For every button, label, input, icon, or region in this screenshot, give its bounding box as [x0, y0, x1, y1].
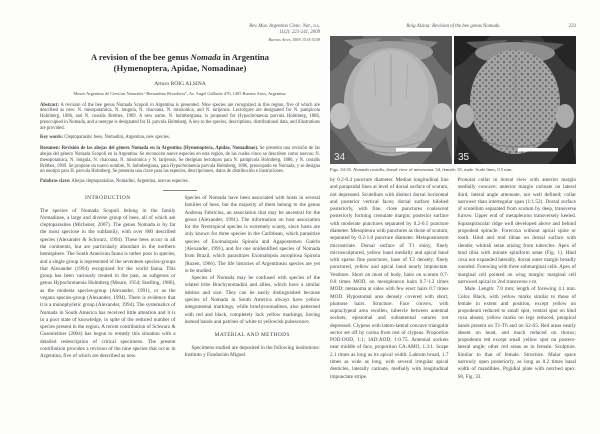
figure-block: [330, 36, 576, 164]
sem-figure-35: [454, 36, 576, 164]
fig34-number-label: 34: [334, 152, 346, 163]
abstract-label: Abstract:: [40, 102, 60, 108]
caption-prefix: Figs. 34-35.: [330, 167, 354, 172]
journal-reference: [40, 24, 320, 43]
article-title-line1: [40, 52, 320, 63]
title-genus: Nomada: [190, 51, 221, 62]
abstract-paragraph: [40, 103, 320, 132]
journal-name: Rev. Mus. Argentino Cienc. Nat., n.s.: [249, 24, 320, 29]
right-page-column-1: [330, 177, 449, 393]
article-title: [40, 52, 320, 74]
resumen-text: Se presenta una revisión de las abejas del género Nomada Scopoli en la Argentina. Se reconocen nueve especies en esta región, de las cuales cinco se describen como nuevas: N. mesopotamica, N. longula, N. chacoana, N. missionica y N. tarijensis. Se designan lectotipos para N. pampicola Holmberg, 1886, y N. costalis Brèthes, 1909. Se propone un nuevo nombre, N. holmbergiana, para Hypochrotaenia parvula Holmberg, 1886, preocupado en Nomada, y se designa un neotipo para H. parvula Holmberg. Se presenta una clave para las especies, descripciones, datos de distribución e ilustraciones.: [40, 146, 320, 175]
description-structure-text: Pronotal collar in dorsal view with anterior margin medially concave; anterior margin carinate on lateral third, lateral angle attenuate, not well defined; collar narrower than intertegular span (1:1.52). Dorsal surface of scutellum separated from scutum by deep, transverse furrow. Upper end of metapleuron transversely keeled. Supraspiracular ridge well developed above and behind propodeal spiracle. Forecoxa without apical spine or tooth. Hind and mid tibiae on dorsal surface with slender, whitish setae arising from tubercles. Apex of hind tibia with minute spiniform setae (Fig. 1). Hind coxa not expanded laterally, dorsal outer margin broadly rounded. Forewing with three submarginal cells. Apex of marginal cell pointed on wing margin; marginal cell narrowed apical to 2nd transverse r-m.: [457, 177, 576, 285]
author-affiliation: Museo Argentino de Ciencias Naturales “Bernardino Rivadavia”, Av. Angel Gallardo 470, 1405 Buenos Aires, Argentina.: [73, 90, 287, 96]
left-page: [40, 24, 320, 422]
right-page-column-2: [458, 177, 577, 393]
keywords-text: Cleptoparasitic bees, Nomadini, Argentina, new species.: [63, 135, 170, 141]
page-number: 233: [568, 24, 576, 29]
description-sculpture-text: by 0.2-0.4 puncture diameter. Median longitudinal line and parapsidal lines at level of dorsal surface of scutum, not depressed. Scutellum with distinct dorsal horizontal and posterior vertical faces; dorsal surface bilobed posteriorly, with fine, close punctures coalescent posteriorly forming crenulate margin; posterior surface with moderate punctures separated by 0.2-0.5 puncture diameter. Mesopleura with punctures as those of scutum, separated by 0.2-1.0 puncture diameter. Metapostnotum microstriate. Dorsal surface of T1 shiny, finely microsculptured, yellow band medially and apical band with sparse fine punctures, base of T2 densely, finely punctured, yellow and apical band nearly impunctate. Vestiture. Short on most of body, hairs on scutum 0.7-0.8 times MOD, on mesopleuron hairs 0.7-1.2 times MOD; metasoma at sides with few erect hairs 0.7 times MOD. Hypostomal area densely covered with short, plumose hairs. Structure. Face convex, with supraclypeal area swollen, tubercle between antennal sockets; epistomal and subantennal sutures not depressed. Clypeus with latero-lateral concave triangular sector set off by carina from rest of clypeus. Proportion POD:OOD, 1:1; IAD:AOD, 1:0.75. Antennal sockets near middle of face, proportion CA:AMO, 1.3:1. Scape 2.1 times as long as its apical width. Labrum broad, 1.7 times as wide as long, with several irregular apical denticles, laterally carinate, medially with longitudinal impunctate stripe.: [330, 177, 449, 380]
journal-issn: Buenos Aires, ISSN 1514-5158: [268, 36, 320, 42]
title-post: in Argentina: [220, 51, 269, 62]
title-pre: A revision of the bee genus: [91, 51, 191, 62]
right-page-columns: [330, 177, 576, 393]
caption-rest: , dorsal view of mesosoma. 34, female; 35, male. Scale lines, 0.5 mm.: [384, 167, 513, 172]
running-head: [330, 24, 576, 29]
palabras-clave-line: [40, 179, 320, 184]
article-title-line2: (Hymenoptera, Apidae, Nomadinae): [113, 62, 247, 73]
male-description-text: Male. Length: 7.0 mm; length of forewing 4.1 mm. Color. Black, with yellow marks similar to those of female in extent and position, except yellow on propodeum reduced to small spot, ventral spot on hind coxa absent, yellow marks on legs reduced, preapical bands present on T1-T6 and on S2-S5. Red areas nearly absent on head, and much reduced on thorax; propodeum red except small yellow spot on postero-lateral angle; other red areas as in female. Sculpture. Similar to that of female. Structure. Malar space narrowly open posteriorly, as long as 0.2 times basal width of mandibles. Pygidial plate with notched apex. S8, Fig. 33.: [457, 286, 576, 380]
figure-caption: [330, 167, 576, 172]
caption-species: Nomada costalis: [353, 167, 384, 172]
introduction-heading: INTRODUCTION: [84, 195, 131, 202]
resumen-paragraph: [40, 146, 320, 175]
palabras-label: Palabras clave:: [40, 179, 71, 185]
section-divider-rule: [163, 190, 197, 191]
palabras-text: Abejas cleptoparásitas, Nomadini, Argentina, nuevas especies.: [70, 179, 189, 185]
methods-paragraph: Specimens studied are deposited in the following institutions: Instituto y Fundación Miguel: [184, 344, 320, 358]
resumen-label: Resumen: Revisión de las abejas del género Nomada en la Argentina (Hymenoptera, Apidae, Nomadinae).: [40, 146, 259, 152]
keywords-line: [40, 135, 320, 140]
intro-column: [40, 195, 176, 381]
author-name: Arturo ROIG ALSINA: [154, 80, 206, 87]
right-page: [330, 24, 576, 422]
keywords-label: Key words:: [40, 135, 64, 141]
hosts-paragraph: Species of Nomada have been associated with hosts in several families of bees, but the majority of them belong to the genus Andrena Fabricius, an association that may be ancestral for the genus (Alexander, 1991). The information on host association for the Neotropical species is extremely scanty, since hosts are only known for three species in the Caribbean, which parasitize species of Exomalopsis Spinola and Agapostemon Guérin (Alexander, 1991), and for one unidentified species of Nomada from Brazil, which parasitizes Exomalopsis auropilosa Spinola (Rozen, 1966). The life histories of Argentinean species are yet to be studied.: [184, 195, 320, 274]
left-page-column-2: [185, 195, 321, 381]
running-head-text: Roig Alsina: Revision of the bee genus Nomada: [406, 24, 500, 29]
methods-heading: MATERIAL AND METHODS: [214, 332, 290, 339]
introduction-text: The species of Nomada Scopoli belong in the family Nomadinae, a large and diverse group of bees, all of which are cleptoparasites (Michener, 2007). The genus Nomada is by far the most speciose in the subfamily, with over 800 described species (Alexander & Schwarz, 1994). These bees occur in all the continents, but are particularly abundant in the northern hemisphere. The South American fauna is rather poor in species, and a single group is represented of the seventeen species-groups that Alexander (1994) recognized for the world fauna. This group has been variously treated in the past, as subgenus or genus Hypochrotaenia Holmberg (Moure, 1954; Snelling, 1986), as the modesta species-group (Alexander, 1991), or as the vegana species-group (Alexander, 1994). There is evidence that it is a monophyletic group (Alexander, 1994). The systematics of Nomada in South America has received little attention and it is in a poor state of knowledge, in spite of the reduced number of species present in the region. A recent contribution of Schwarz & Gusenleitner (2004) has begun to remedy this situation with a detailed redescription of critical specimens. The present contribution provides a revision of the nine species that occur in Argentina, five of which are described as new.: [40, 207, 176, 360]
fig35-number-label: 35: [458, 152, 470, 163]
comparison-paragraph: Species of Nomada may be confused with species of the related tribe Brachynomadini and allies, which have a similar habitus and size. They can be easily distinguished because species of Nomada in South America always have yellow integumental markings, while brachynomadines, also patterned with red and black, completely lack yellow markings, having instead bands and patches of white to yellowish pubescence.: [184, 275, 320, 325]
abstract-text: A revision of the bee genus Nomada Scopoli in Argentina is presented. Nine species are recognized in this region, five of which are described as new: N. mesopotamica, N. longula, N. chacoana, N. missionica, and N. tarijensis. Lectotypes are designated for N. pampicola Holmberg, 1886, and N. costalis Brèthes, 1909. A new name, N. holmbergiana, is proposed for Hypochrotaenia parvula Holmberg, 1886, preoccupied in Nomada, and a neotype is designated for H. parvula Holmberg. A key to the species, descriptions, distributional data, and illustrations are provided.: [40, 102, 320, 131]
sem-figure-34: [330, 36, 452, 164]
left-page-columns: [40, 195, 320, 381]
journal-volume: 11(2): 221-241, 2009: [279, 30, 320, 36]
